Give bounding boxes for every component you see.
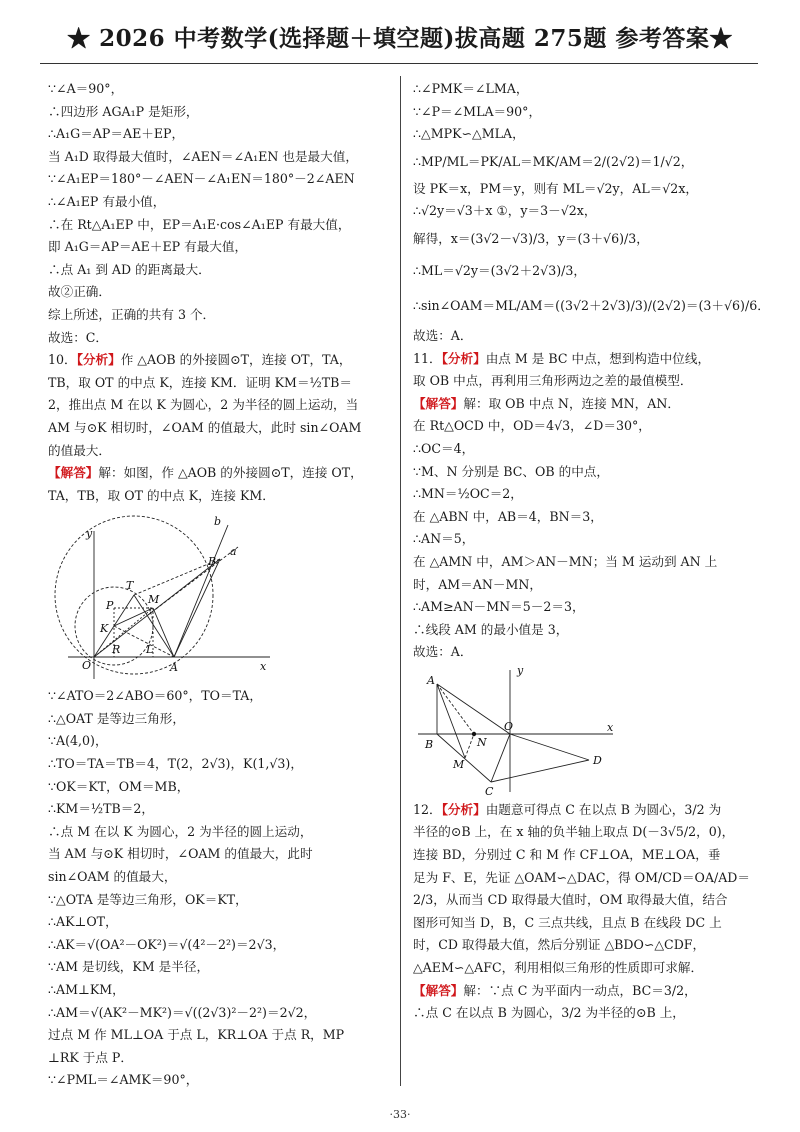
q11-label-x: x (607, 720, 614, 734)
q11-label-c: C (485, 784, 494, 798)
q11-solution-lines (413, 415, 758, 664)
q11-line-mn (465, 734, 474, 758)
q10-line-a (148, 547, 238, 615)
q11-solution-line-4: ∴MN＝½OC＝2， (413, 486, 523, 502)
q12-number: 12． (413, 801, 442, 817)
q11-line-oc (491, 734, 510, 782)
q12-analysis-line-4: 2/3，从而当 CD 取得最大值时，OM 取得最大值，结合 (413, 892, 728, 908)
q10-solution-line-0: 解：如图，作 △AOB 的外接圆⊙T，连接 OT， (98, 465, 363, 481)
q10-after-line-5: ∴KM＝½TB＝2， (48, 801, 154, 817)
q11-analysis-line-1: 取 OB 中点，再利用三角形两边之差的最值模型． (413, 373, 693, 389)
q11-point-n (472, 732, 476, 736)
q10-after-line-3: ∴TO＝TA＝TB＝4，T(2，2√3)，K(1,√3)， (48, 756, 303, 772)
q10-after-line-12: ∵AM 是切线，KM 是半径， (48, 959, 210, 975)
q11-label-y: y (517, 663, 524, 677)
q10-after-line-11: ∴AK＝√(OA²－OK²)＝√(4²－2²)＝2√3， (48, 936, 286, 952)
q11-number: 11． (413, 350, 442, 366)
q10-analysis-line (48, 349, 388, 372)
q10-label-t: T (126, 579, 134, 593)
q10-analysis-line-1: TB，取 OT 的中点 K，连接 KM．证明 KM＝½TB＝ (48, 374, 352, 390)
q11-solution-line-8: 时，AM＝AN－MN， (413, 576, 542, 592)
q10-solution-line-1: TA，TB，取 OT 的中点 K，连接 KM． (48, 487, 275, 503)
q12-analysis-line-7: △AEM∽△AFC，利用相似三角形的性质即可求解． (413, 960, 704, 976)
q12-analysis-line-3: 足为 F、E，先证 △OAM∽△DAC，得 OM/CD＝OA/AD＝ (413, 869, 750, 885)
q11-solution-line-7: 在 △AMN 中，AM＞AN－MN；当 M 运动到 AN 上 (413, 553, 718, 569)
q11-solution-line-0: 解：取 OB 中点 N，连接 MN，AN． (463, 395, 680, 411)
q11-solution-line-11: 故选：A． (413, 644, 473, 660)
right-column (413, 78, 770, 1025)
q11-figure (413, 664, 623, 799)
left-line-8: ∴点 A₁ 到 AD 的距离最大． (48, 261, 211, 277)
right-top-line-6: 解得，x＝(3√2－√3)/3，y＝(3＋√6)/3， (413, 230, 649, 246)
q10-solution-line (48, 462, 388, 485)
q10-after-line-9: ∵△OTA 是等边三角形，OK＝KT， (48, 891, 248, 907)
q10-after-line-6: ∴点 M 在以 K 为圆心，2 为半径的圆上运动， (48, 823, 313, 839)
q10-label-l: L (146, 643, 154, 657)
q10-solution-tag: 【解答】 (48, 465, 99, 481)
q10-label-x: x (260, 660, 267, 674)
q12-solution-tag: 【解答】 (413, 982, 464, 998)
q11-label-n: N (477, 735, 487, 749)
q11-analysis-line (413, 348, 758, 371)
right-top-line-9: 故选：A． (413, 327, 473, 343)
q10-after-line-1: ∴△OAT 是等边三角形， (48, 710, 185, 726)
right-top-line-4: 设 PK＝x，PM＝y，则有 ML＝√2y，AL＝√2x， (413, 180, 699, 196)
right-top-line-0: ∴∠PMK＝∠LMA， (413, 81, 529, 96)
q11-solution-line-9: ∴AM≥AN－MN＝5－2＝3， (413, 599, 585, 615)
q10-analysis-tag: 【分析】 (76, 352, 121, 368)
q12-analysis-line-5: 图形可知当 D，B，C 三点共线，且点 B 在线段 DC 上 (413, 914, 722, 930)
left-line-5: ∴∠A₁EP 有最小值， (48, 193, 166, 209)
q10-after-line-7: 当 AM 与⊙K 相切时，∠OAM 的值最大，此时 (48, 846, 313, 862)
right-top-line-2: ∴△MPK∽△MLA， (413, 126, 525, 142)
q11-solution-line-2: ∴OC＝4， (413, 440, 475, 456)
q12-analysis-line-1: 半径的⊙B 上，在 x 轴的负半轴上取点 D(－3√5/2，0)， (413, 824, 735, 840)
page-number: ·33· (389, 1108, 411, 1121)
q10-line-b (174, 525, 228, 657)
q11-label-m: M (453, 757, 465, 771)
q10-analysis-line-2: 2，推出点 M 在以 K 为圆心，2 为半径的圆上运动，当 (48, 397, 359, 413)
q11-line-od (510, 734, 589, 760)
q10-analysis-line-4: 的值最大． (48, 442, 111, 458)
right-top-line-3: ∴MP/ML＝PK/AL＝MK/AM＝2/(2√2)＝1/√2， (413, 153, 694, 169)
q11-analysis-line-0: 由点 M 是 BC 中点，想到构造中位线， (485, 350, 711, 366)
q12-solution-line-0: 解：∵点 C 为平面内一动点，BC＝3/2， (463, 982, 697, 998)
q10-label-y: y (86, 527, 93, 541)
left-column (48, 78, 388, 1092)
q11-solution-line-5: 在 △ABN 中，AB＝4，BN＝3， (413, 508, 603, 524)
q10-after-line-17: ∵∠PML＝∠AMK＝90°， (48, 1072, 199, 1088)
left-lines (48, 78, 388, 349)
q10-after-line-13: ∴AM⊥KM， (48, 982, 125, 997)
q10-after-line-10: ∴AK⊥OT， (48, 914, 118, 930)
q11-solution-line-10: ∴线段 AM 的最小值是 3， (413, 621, 569, 637)
left-line-3: 当 A₁D 取得最大值时，∠AEN＝∠A₁EN 也是最大值， (48, 148, 358, 164)
left-line-2: ∴A₁G＝AP＝AE＋EP， (48, 126, 185, 142)
q11-line-cd (491, 760, 589, 782)
left-line-6: ∴在 Rt△A₁EP 中，EP＝A₁E·cos∠A₁EP 有最大值， (48, 216, 351, 232)
q10-label-r: R (112, 643, 121, 657)
q12-analysis-line-6: 时，CD 取得最大值，然后分别证 △BDO∽△CDF， (413, 937, 706, 953)
q10-line-ak (114, 626, 174, 657)
left-line-0: ∵∠A＝90°， (48, 81, 124, 96)
q10-after-line-0: ∵∠ATO＝2∠ABO＝60°，TO＝TA， (48, 688, 262, 704)
q10-line-am (153, 608, 174, 657)
q10-after-line-2: ∵A(4,0)， (48, 733, 108, 749)
q10-after-line-14: ∴AM＝√(AK²－MK²)＝√((2√3)²－2²)＝2√2， (48, 1004, 317, 1020)
q12-analysis-line (413, 799, 758, 822)
q12-analysis-line-0: 由题意可得点 C 在以点 B 为圆心，3/2 为 (485, 801, 722, 817)
q10-number: 10． (48, 352, 77, 368)
q10-label-p: P (106, 599, 114, 613)
q10-label-b: B (208, 555, 217, 569)
q10-after-line-16: ⊥RK 于点 P． (48, 1049, 133, 1065)
q10-after-line-4: ∵OK＝KT，OM＝MB， (48, 778, 190, 794)
q12-solution-line-1: ∴点 C 在以点 B 为圆心，3/2 为半径的⊙B 上， (413, 1005, 685, 1021)
q11-solution-line-1: 在 Rt△OCD 中，OD＝4√3，∠D＝30°， (413, 418, 651, 434)
right-top-line-8: ∴sin∠OAM＝ML/AM＝((3√2＋2√3)/3)/(2√2)＝(3＋√6)/6． (413, 297, 770, 313)
right-top-line-7: ∴ML＝√2y＝(3√2＋2√3)/3， (413, 262, 586, 278)
q11-line-an (437, 684, 474, 734)
q11-solution-line (413, 393, 758, 416)
q10-after-line-8: sin∠OAM 的值最大， (48, 869, 177, 885)
q12-analysis-tag: 【分析】 (441, 801, 486, 817)
q12-analysis-lines (413, 821, 758, 979)
right-top-lines (413, 78, 770, 348)
q10-label-line-b: b (214, 515, 222, 529)
q10-analysis-line-0: 作 △AOB 的外接圆⊙T，连接 OT，TA， (120, 352, 352, 368)
q12-analysis-line-2: 连接 BD，分别过 C 和 M 作 CF⊥OA，ME⊥OA，垂 (413, 847, 721, 863)
left-line-7: 即 A₁G＝AP＝AE＋EP 有最大值， (48, 239, 248, 255)
page-header: ★ 2026 中考数学(选择题＋填空题)拔高题 275题 参考答案★ (67, 25, 733, 52)
q10-analysis-line-3: AM 与⊙K 相切时，∠OAM 的值最大，此时 sin∠OAM (48, 419, 362, 435)
left-line-1: ∴四边形 AGA₁P 是矩形， (48, 103, 199, 119)
q10-label-m: M (148, 593, 160, 607)
left-line-9: 故②正确． (48, 284, 111, 300)
q10-after-line-15: 过点 M 作 ML⊥OA 于点 L，KR⊥OA 于点 R，MP (48, 1027, 345, 1043)
right-top-line-5: ∴√2y＝√3＋x ①，y＝3－√2x， (413, 203, 597, 219)
q11-solution-tag: 【解答】 (413, 395, 464, 411)
q12-solution-line (413, 980, 758, 1003)
q11-label-b: B (425, 737, 434, 751)
left-line-11: 故选：C． (48, 329, 109, 345)
q10-label-a: A (170, 661, 178, 675)
q11-analysis-tag: 【分析】 (441, 350, 486, 366)
q11-line-ao (437, 684, 510, 734)
q11-solution-line-3: ∵M、N 分别是 BC、OB 的中点， (413, 463, 609, 479)
header-rule (40, 63, 758, 64)
q10-figure (48, 507, 278, 685)
q10-after-figure (48, 685, 388, 1092)
q11-label-o: O (504, 719, 514, 733)
q11-solution-line-6: ∴AN＝5， (413, 531, 475, 547)
left-line-10: 综上所述，正确的共有 3 个． (48, 306, 216, 322)
q10-label-k: K (100, 622, 109, 636)
q10-label-o: O (82, 659, 92, 673)
q11-label-d: D (593, 753, 602, 767)
right-top-line-1: ∵∠P＝∠MLA＝90°， (413, 103, 542, 119)
q11-label-a: A (427, 673, 435, 687)
column-divider (400, 76, 401, 1086)
left-line-4: ∵∠A₁EP＝180°－∠AEN－∠A₁EN＝180°－2∠AEN (48, 171, 355, 187)
q10-label-line-a: a (230, 545, 237, 559)
